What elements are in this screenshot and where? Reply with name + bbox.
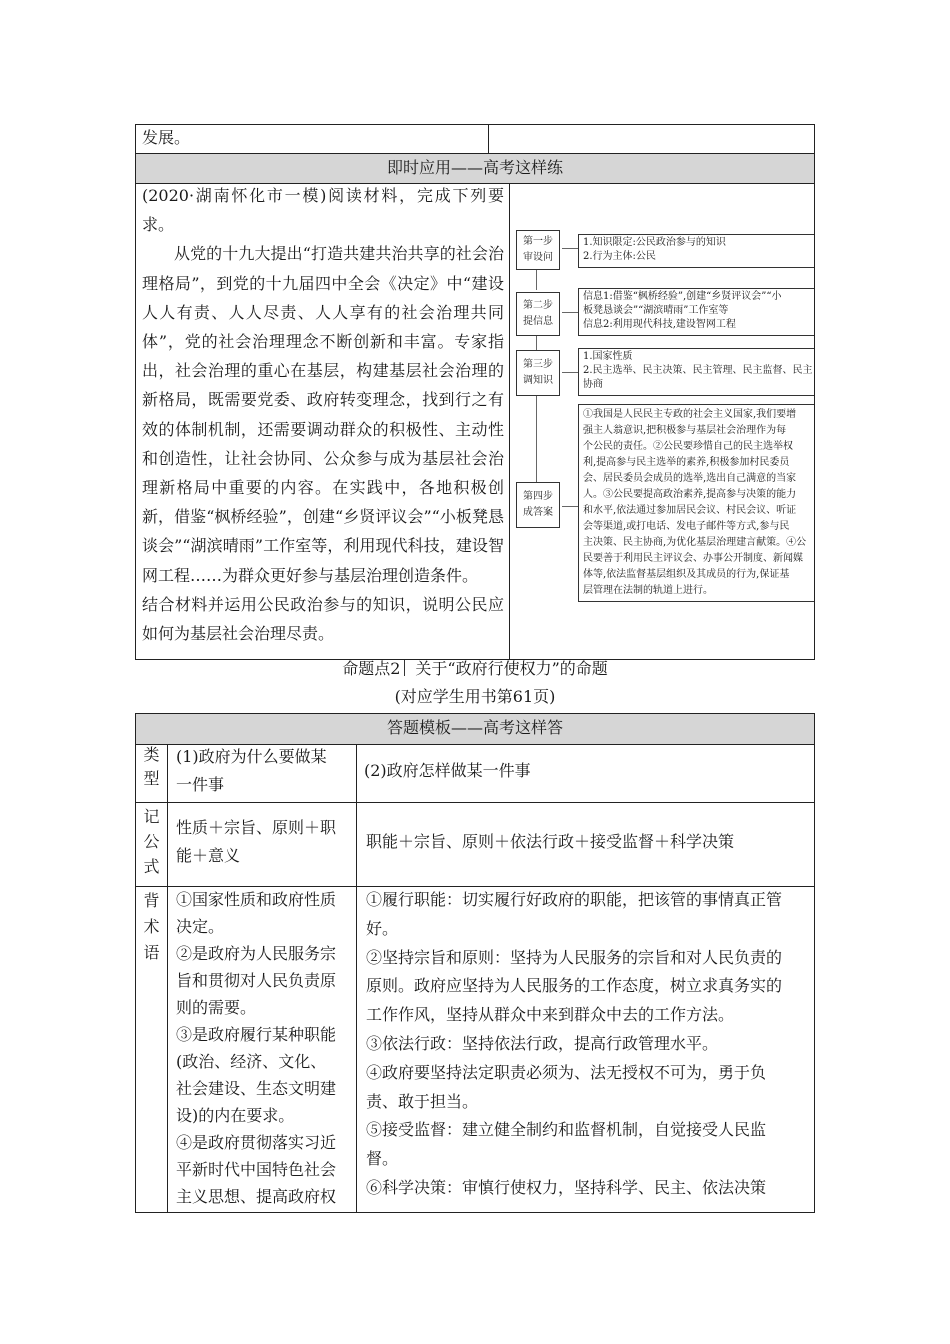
info-line: ①我国是人民民主专政的社会主义国家,我们要增 [583,409,797,420]
cell-line: 性质＋宗旨、原则＋职 [176,818,337,837]
cell-line: 职能＋宗旨、原则＋依法行政＋接受监督＋科学决策 [366,832,735,851]
flow-connector [562,372,578,373]
info-line: 会等渠道,或打电话、发电子邮件等方式,参与民 [583,521,790,532]
flow-connector [562,312,578,313]
flow-step-2-label [516,292,560,336]
cell-line: 能＋意义 [176,846,241,865]
exercise-divider [509,184,510,660]
step-label-bottom: 成答案 [523,507,553,518]
cell-line: 社会建设、生态文明建 [176,1079,337,1098]
cell-line: ①履行职能：切实履行好政府的职能，把该管的事情真正管 [366,890,783,909]
cell-line: ⑥科学决策：审慎行使权力，坚持科学、民主、依法决策 [366,1177,767,1197]
cell-line: ④政府要坚持法定职责必须为、法无授权不可为，勇于负 [366,1062,767,1082]
info-line: 信息1:借鉴“枫桥经验”,创建“乡贤评议会”“小 [583,291,782,302]
exercise-material: 从党的十九大提出“打造共建共治共享的社会治理格局”，到党的十九届四中全会《决定》中“建设人人有责、人人尽责、人人享有的社会治理共同体”，党的社会治理理念不断创新和丰富。专家指出，社会治理的重心在基层，构建基层社会治理的新格局，既需要党委、政府转变理念，找到行之有效的体制机制，还需要调动群众的积极性、主动性和创造性，让社会协同、公众参与成为基层社会治理新格局中重要的内容。在实践中，各地积极创新，借鉴“枫桥经验”，创建“乡贤评议会”“小板凳恳谈会”“湖滨晴雨”工作室等，利用现代科技，建设智网工程……为群众更好参与基层治理创造条件。 [142,244,504,585]
flow-step-3-label [516,350,560,396]
step-label-bottom: 提信息 [523,316,553,327]
cell-line: 则的需要。 [176,998,257,1017]
step-label-top: 第二步 [523,300,553,311]
row-label-type [136,743,167,791]
flow-connector [536,270,537,290]
flow-connector [562,248,578,249]
row-divider [135,802,815,803]
info-line: 个公民的责任。②公民要珍惜自己的民主选举权 [583,441,793,452]
heading-title: 关于“政府行使权力”的命题 [415,659,608,678]
heading-separator [404,660,405,676]
cell-line: ③依法行政：坚持依法行政，提高行政管理水平。 [366,1033,719,1053]
flow-step-4-info [578,404,814,602]
terms-col2 [366,886,812,1203]
cell-line: 平新时代中国特色社会 [176,1160,337,1179]
solution-flow-diagram [512,224,814,604]
label-char: 术 [143,917,160,936]
section-heading [135,655,815,683]
flow-connector [562,506,578,507]
cell-line: ③是政府履行某种职能 [176,1025,337,1044]
flow-connector [536,396,537,482]
cell-line: 督。 [366,1149,399,1169]
label-char: 记 [143,807,160,826]
cell-line: ④是政府贯彻落实习近 [176,1133,337,1152]
row-divider [488,124,489,154]
cell-line: 主义思想、提高政府权 [176,1187,337,1206]
formula-col1 [176,814,352,870]
flow-step-2-info [578,288,814,336]
terms-col1 [176,886,354,1210]
info-line: 体等,依法监督基层组织及其成员的行为,保证基 [583,569,790,580]
step-label-bottom: 审设问 [523,252,553,263]
section-header [136,154,814,184]
info-line: 主决策、民主协商,为优化基层治理建言献策。④公 [583,537,807,548]
info-line: 2.民主选举、民主决策、民主管理、民主监督、民主 [583,365,813,376]
info-line: 强主人翁意识,把积极参与基层社会治理作为每 [583,425,787,436]
exercise-text [142,181,504,648]
template-header [136,714,814,745]
cell-line: (2)政府怎样做某一件事 [364,761,531,780]
step-label-top: 第四步 [523,491,553,502]
column-divider [167,745,168,1213]
info-line: 信息2:利用现代科技,建设智网工程 [583,319,736,330]
info-line: 1.知识限定:公民政治参与的知识 [583,237,726,248]
info-line: 会、居民委员会成员的选举,选出自己满意的当家 [583,473,797,484]
template-header-text: 答题模板——高考这样答 [386,718,563,737]
flow-step-4-label [516,482,560,528]
flow-step-1-label [516,230,560,270]
carry-over-row [135,124,815,154]
flow-step-3-info [578,348,814,396]
info-line: 1.国家性质 [583,351,633,362]
info-line: 人。③公民要提高政治素养,提高参与决策的能力 [583,489,797,500]
label-char: 背 [143,891,160,910]
info-line: 民要善于利用民主评议会、办事公开制度、新闻媒 [583,553,803,564]
row-label-terms [136,888,167,966]
info-line: 和水平,依法通过参加居民会议、村民会议、听证 [583,505,797,516]
info-line: 利,提高参与民主选举的素养,积极参加村民委员 [583,457,790,468]
cell-line: ②坚持宗旨和原则：坚持为人民服务的宗旨和对人民负责的 [366,947,783,967]
exercise-source: (2020·湖南怀化市一模)阅读材料，完成下列要求。 [142,186,504,235]
label-char: 型 [143,769,160,788]
label-char: 语 [143,943,160,962]
cell-line: ①国家性质和政府性质 [176,890,337,909]
info-line: 板凳恳谈会”“湖滨晴雨”工作室等 [583,305,729,316]
cell-line: ⑤接受监督：建立健全制约和监督机制，自觉接受人民监 [366,1120,767,1140]
cell-line: 一件事 [176,775,225,794]
row-label-formula [136,804,167,879]
info-line: 协商 [583,379,603,390]
cell-line: (1)政府为什么要做某 [176,747,327,766]
flow-connector [536,336,537,350]
label-char: 公 [143,832,160,851]
flow-step-1-info [578,234,814,268]
section-subtitle: (对应学生用书第61页) [394,687,556,706]
cell-line: 工作作风，坚持从群众中来到群众中去的工作方法。 [366,1005,735,1025]
info-line: 层管理在法制的轨道上进行。 [583,585,713,596]
formula-col2 [366,828,811,856]
label-char: 类 [143,745,160,764]
column-divider [356,745,357,1213]
info-line: 2.行为主体:公民 [583,251,656,262]
cell-line: 旨和贯彻对人民负责原 [176,971,337,990]
cell-line: 责、敢于担当。 [366,1091,479,1111]
cell-line: ②是政府为人民服务宗 [176,944,337,963]
step-label-bottom: 调知识 [523,375,553,386]
type-col1 [176,743,352,799]
cell-line: 好。 [366,918,399,938]
cell-line: 决定。 [176,917,225,936]
carry-over-text: 发展。 [142,128,191,147]
step-label-top: 第三步 [523,359,553,370]
cell-line: 设)的内在要求。 [176,1106,295,1125]
section-header-text: 即时应用——高考这样练 [386,158,563,177]
exercise-question: 结合材料并运用公民政治参与的知识，说明公民应如何为基层社会治理尽责。 [142,594,504,644]
step-label-top: 第一步 [523,236,553,247]
label-char: 式 [143,857,160,876]
cell-line: 原则。政府应坚持为人民服务的工作态度，树立求真务实的 [366,976,783,996]
type-col2 [364,757,809,785]
heading-prefix: 命题点2 [342,659,401,678]
cell-line: (政治、经济、文化、 [176,1052,327,1071]
